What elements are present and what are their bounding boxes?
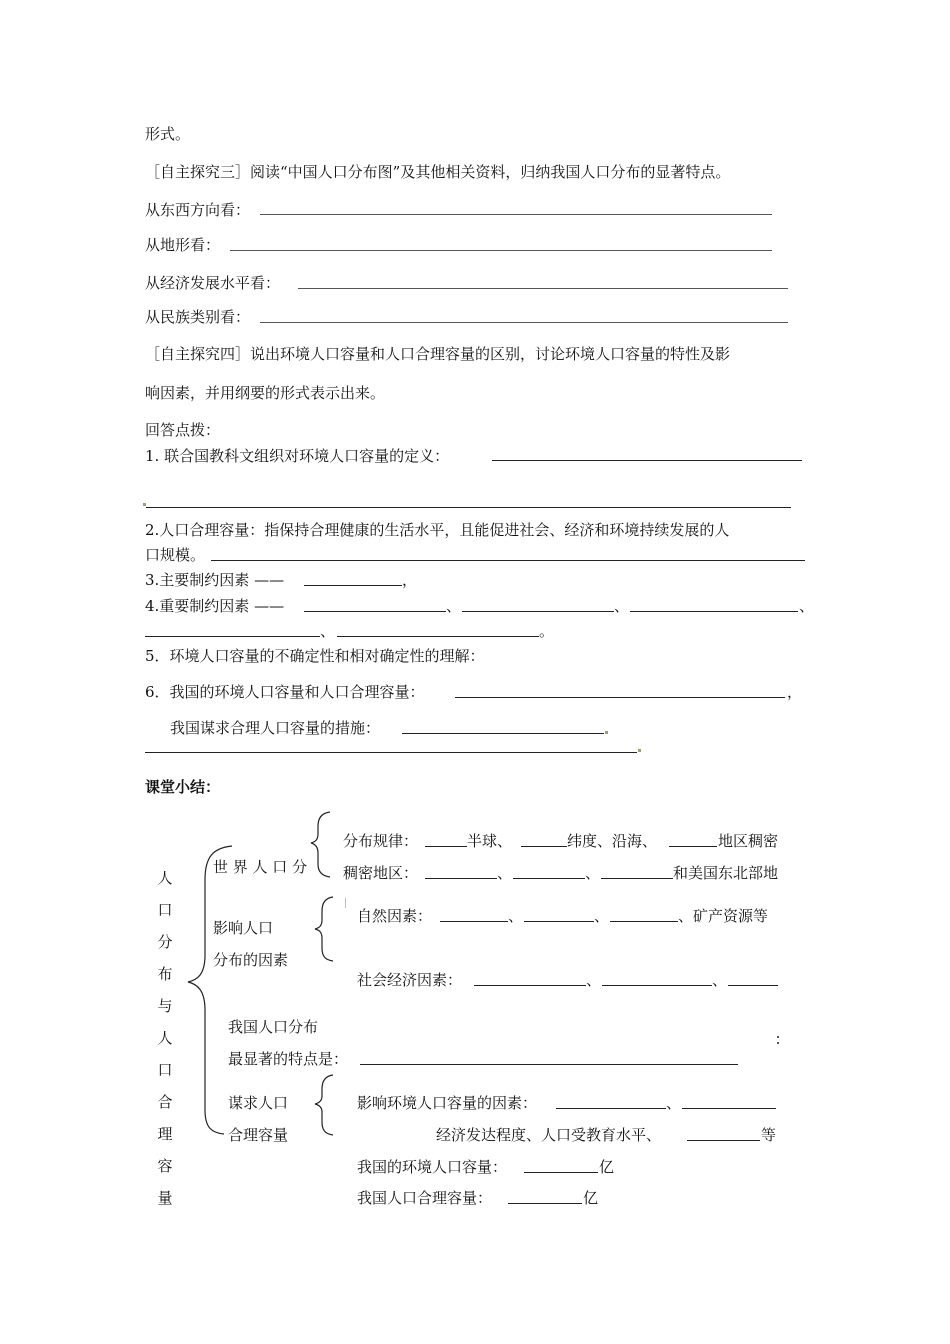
social-label: 社会经济因素：: [357, 971, 463, 989]
rule-text-1: 半球、: [467, 832, 513, 850]
terrain-label: 从地形看：: [145, 236, 221, 254]
world-brace: [311, 812, 330, 877]
china-feature-blank[interactable]: [360, 1064, 738, 1065]
root-char: 合: [157, 1093, 173, 1111]
social-blank-3[interactable]: [728, 985, 778, 986]
q6b-text: 我国谋求合理人口容量的措施：: [170, 719, 381, 737]
q5-text: 5．环境人口容量的不确定性和相对确定性的理解：: [145, 647, 485, 665]
social-blank-1[interactable]: [474, 985, 586, 986]
natural-sep-1: 、: [508, 907, 524, 925]
q4-period: 。: [539, 622, 555, 640]
stray-mark: [777, 1036, 779, 1038]
seek-capacity-line1: 谋求人口: [228, 1094, 289, 1112]
env-capacity-label: 我国的环境人口容量：: [357, 1158, 508, 1176]
natural-text-end: 、矿产资源等: [678, 907, 769, 925]
factor-label-line2: 分布的因素: [213, 951, 289, 969]
capacity-brace: [315, 1075, 333, 1135]
q4-sep-2: 、: [614, 597, 630, 615]
stray-mark: [777, 1042, 779, 1044]
root-char: 口: [157, 1061, 173, 1079]
seek-capacity-line2: 合理容量: [228, 1126, 289, 1144]
q3-text: 3.主要制约因素 ——: [145, 571, 285, 589]
explore-four-prompt-line2: 响因素，并用纲要的形式表示出来。: [145, 384, 386, 402]
rule-blank-1[interactable]: [425, 846, 467, 847]
capacity-factor-blank-3[interactable]: [687, 1140, 760, 1141]
dense-label: 稠密地区：: [343, 864, 419, 882]
q1-text: 1. 联合国教科文组织对环境人口容量的定义：: [145, 447, 450, 465]
text-form: 形式。: [145, 125, 191, 143]
economy-label: 从经济发展水平看：: [145, 274, 281, 292]
natural-label: 自然因素：: [357, 907, 433, 925]
capacity-factor-blank-1[interactable]: [556, 1108, 666, 1109]
capacity-factor-text-2: 经济发达程度、人口受教育水平、: [436, 1126, 662, 1144]
explore-four-prompt-line1: ［自主探究四］说出环境人口容量和人口合理容量的区别，讨论环境人口容量的特性及影: [145, 345, 731, 363]
summary-title: 课堂小结：: [145, 778, 221, 796]
reasonable-capacity-unit: 亿: [583, 1189, 599, 1207]
rule-text-3: 地区稠密: [718, 832, 779, 850]
reasonable-capacity-blank[interactable]: [508, 1203, 582, 1204]
social-sep-2: 、: [712, 971, 728, 989]
q4-sep-4: 、: [320, 622, 336, 640]
root-char: 人: [157, 869, 173, 887]
dense-blank-3[interactable]: [601, 878, 673, 879]
eastwest-label: 从东西方向看：: [145, 201, 251, 219]
natural-blank-2[interactable]: [524, 921, 594, 922]
capacity-factor-label: 影响环境人口容量的因素：: [357, 1094, 538, 1112]
env-capacity-blank[interactable]: [524, 1172, 598, 1173]
root-char: 人: [157, 1029, 173, 1047]
q4-text: 4.重要制约因素 ——: [145, 597, 285, 615]
social-sep-1: 、: [586, 971, 602, 989]
q4-sep-3: 、: [799, 597, 815, 615]
root-char: 与: [157, 997, 173, 1015]
rule-label: 分布规律：: [343, 832, 419, 850]
explore-three-prompt: ［自主探究三］阅读“中国人口分布图”及其他相关资料，归纳我国人口分布的显著特点。: [145, 163, 731, 181]
china-feature-line1: 我国人口分布: [228, 1018, 319, 1036]
world-distribution-label: 世 界 人 口 分: [213, 858, 308, 876]
root-char: 布: [157, 965, 173, 983]
q2-text-line1: 2.人口合理容量：指保持合理健康的生活水平，且能促进社会、经济和环境持续发展的人: [145, 521, 730, 539]
q4-sep-1: 、: [446, 597, 462, 615]
root-char: 理: [157, 1125, 173, 1143]
q2-text-line2: 口规模。: [145, 546, 206, 564]
rule-blank-3[interactable]: [669, 846, 717, 847]
rule-blank-2[interactable]: [521, 846, 567, 847]
q3-comma: ，: [402, 571, 418, 589]
dense-text-end: 和美国东北部地: [673, 864, 779, 882]
capacity-factor-blank-2[interactable]: [682, 1108, 776, 1109]
china-feature-line2: 最显著的特点是：: [228, 1050, 349, 1068]
capacity-factor-text-end: 等: [761, 1126, 777, 1144]
dense-sep-2: 、: [585, 864, 601, 882]
stray-mark: [345, 898, 346, 908]
dense-blank-2[interactable]: [513, 878, 585, 879]
root-char: 容: [157, 1157, 173, 1175]
q6-comma: ，: [787, 683, 803, 701]
dense-blank-1[interactable]: [425, 878, 497, 879]
ethnic-label: 从民族类别看：: [145, 308, 251, 326]
env-capacity-unit: 亿: [599, 1158, 615, 1176]
natural-sep-2: 、: [594, 907, 610, 925]
capacity-factor-sep: 、: [666, 1094, 682, 1112]
q6-text: 6．我国的环境人口容量和人口合理容量：: [145, 683, 425, 701]
root-brace: [188, 846, 232, 1134]
root-char: 口: [157, 901, 173, 919]
rule-text-2: 纬度、沿海、: [567, 832, 658, 850]
reasonable-capacity-label: 我国人口合理容量：: [357, 1189, 493, 1207]
root-char: 分: [157, 933, 173, 951]
root-char: 量: [157, 1189, 173, 1207]
natural-blank-1[interactable]: [440, 921, 508, 922]
natural-blank-3[interactable]: [610, 921, 678, 922]
dense-sep-1: 、: [497, 864, 513, 882]
social-blank-2[interactable]: [602, 985, 712, 986]
answer-hint-heading: 回答点拨：: [145, 421, 221, 439]
factors-brace: [315, 897, 333, 961]
factor-label-line1: 影响人口: [213, 919, 274, 937]
